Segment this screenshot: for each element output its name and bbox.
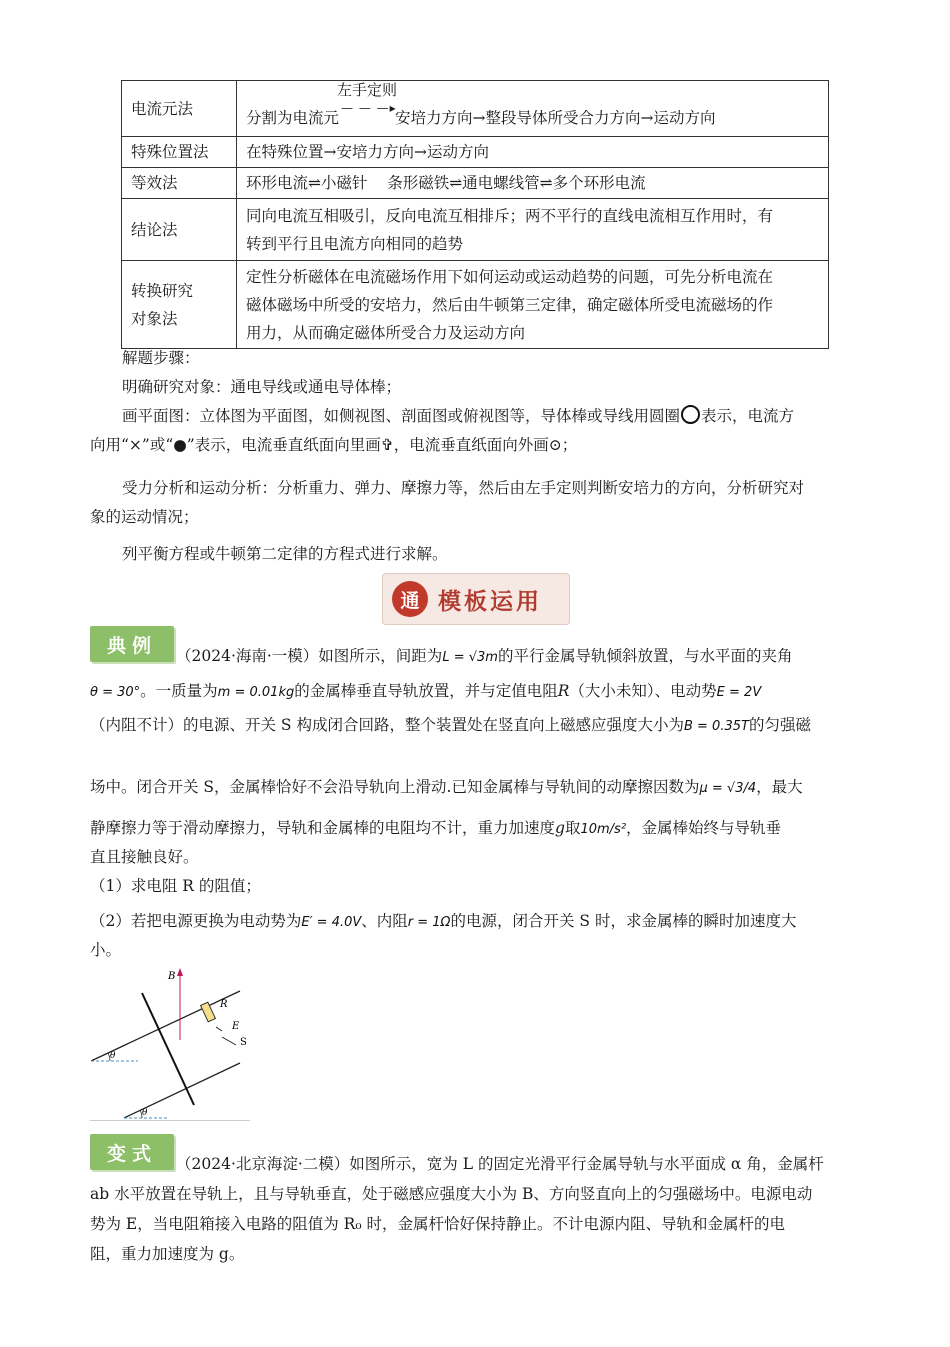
step-2-line2: 向用“×”或“●”表示，电流垂直纸面向里画✞，电流垂直纸面向外画⊙； <box>90 436 578 454</box>
content-line: 同向电流互相吸引，反向电流互相排斥；两不平行的直线电流相互作用时，有 <box>246 206 774 225</box>
step-4: 列平衡方程或牛顿第二定律的方程式进行求解。 <box>122 545 448 563</box>
step-3-line1: 受力分析和运动分析：分析重力、弹力、摩擦力等，然后由左手定则判断安培力的方向，分析研究对 <box>122 479 805 497</box>
label-S: S <box>240 1037 247 1048</box>
example-line-6: 直且接触良好。 <box>90 848 199 866</box>
methods-table <box>121 80 829 349</box>
content-line: 定性分析磁体在电流磁场作用下如何运动或运动趋势的问题，可先分析电流在 <box>246 267 774 286</box>
step-1: 明确研究对象：通电导线或通电导体棒； <box>122 378 402 396</box>
method-name <box>122 261 237 349</box>
battery-plate <box>216 1027 222 1031</box>
formula-m: m = 0.01kg <box>217 685 295 700</box>
content-line: 磁体磁场中所受的安培力，然后由牛顿第三定律，确定磁体所受电流磁场的作 <box>246 295 774 314</box>
method-name: 结论法 <box>122 199 237 261</box>
rail-diagram <box>88 965 258 1123</box>
method-name: 电流元法 <box>122 81 237 137</box>
figure-divider <box>90 1120 250 1121</box>
banner-circle: 通 <box>392 581 428 617</box>
content-head: 分割为电流元 <box>246 108 340 127</box>
table-row <box>122 261 829 349</box>
table-row <box>122 168 829 199</box>
label-theta-lower: θ <box>142 1108 148 1118</box>
formula-theta: θ = 30° <box>90 685 141 700</box>
example-line-1: （2024·海南·一模）如图所示，间距为L = √3m的平行金属导轨倾斜放置，与水平面的夹角 <box>176 647 793 665</box>
table-row <box>122 137 829 168</box>
resistor <box>201 1002 216 1022</box>
label-R: R <box>220 999 228 1010</box>
variant-line-3: 势为 E，当电阻箱接入电路的阻值为 R₀ 时，金属杆恰好保持静止。不计电源内阻、导轨和金属杆的电 <box>90 1215 785 1233</box>
table-row <box>122 81 829 137</box>
question-1: （1）求电阻 R 的阻值； <box>90 877 261 895</box>
example-line-2: θ = 30°。一质量为m = 0.01kg的金属棒垂直导轨放置，并与定值电阻R（大小未知）、电动势E = 2V <box>90 682 762 700</box>
method-name: 特殊位置法 <box>122 137 237 168</box>
variant-line-2: ab 水平放置在导轨上，且与导轨垂直，处于磁感应强度大小为 B、方向竖直向上的匀强磁场中。电源电动 <box>90 1185 813 1203</box>
method-content <box>237 81 829 137</box>
formula-E-prime: E′ = 4.0V <box>301 915 362 930</box>
content-tail: 安培力方向→整段导体所受合力方向→运动方向 <box>395 108 716 127</box>
method-content: 在特殊位置→安培力方向→运动方向 <box>237 137 829 168</box>
name-line: 转换研究 <box>131 281 194 300</box>
step-2-line1: 画平面图：立体图为平面图，如侧视图、剖面图或俯视图等，导体棒或导线用圆圈 表示，电流方 <box>122 407 795 425</box>
formula-E: E = 2V <box>716 685 762 700</box>
label-theta-upper: θ <box>110 1051 116 1061</box>
variant-line-1: （2024·北京海淀·二模）如图所示，宽为 L 的固定光滑平行金属导轨与水平面成 α 角，金属杆 <box>176 1155 824 1173</box>
label-E: E <box>232 1021 240 1032</box>
metal-rod <box>142 993 194 1105</box>
label-B: B <box>168 971 176 982</box>
example-line-3: （内阻不计）的电源、开关 S 构成闭合回路，整个装置处在竖直向上磁感应强度大小为B = 0.35T的匀强磁 <box>90 716 811 734</box>
variant-badge: 变式 <box>90 1134 174 1170</box>
banner-title: 模板运用 <box>438 587 542 615</box>
circle-icon <box>681 405 700 424</box>
arrow-label: 左手定则 <box>337 81 398 99</box>
method-content: 环形电流⇌小磁针 条形磁铁⇌通电螺线管⇌多个环形电流 <box>237 168 829 199</box>
example-line-5: 静摩擦力等于滑动摩擦力，导轨和金属棒的电阻均不计，重力加速度g取10m/s²，金属棒始终与导轨垂 <box>90 819 782 837</box>
formula-g: 10m/s² <box>580 822 627 837</box>
steps-heading: 解题步骤： <box>122 349 200 367</box>
example-line-4: 场中。闭合开关 S，金属棒恰好不会沿导轨向上滑动.已知金属棒与导轨间的动摩擦因数为μ = √3/4，最大 <box>90 778 803 796</box>
arrow-icon: — — —▸ <box>341 101 397 115</box>
method-content <box>237 199 829 261</box>
table-row <box>122 199 829 261</box>
method-content <box>237 261 829 349</box>
current-out-of-page-icon: ⊙ <box>548 436 562 454</box>
content-line: 用力，从而确定磁体所受合力及运动方向 <box>246 323 526 342</box>
step-3-line2: 象的运动情况； <box>90 508 199 526</box>
b-arrow-icon <box>177 968 183 976</box>
method-name: 等效法 <box>122 168 237 199</box>
formula-mu: μ = √3/4 <box>699 781 757 796</box>
template-usage-banner <box>382 573 570 625</box>
formula-r: r = 1Ω <box>407 915 451 930</box>
switch <box>222 1037 236 1045</box>
variant-line-4: 阻，重力加速度为 g。 <box>90 1245 245 1263</box>
content-line: 转到平行且电流方向相同的趋势 <box>246 234 464 253</box>
question-2-line1: （2）若把电源更换为电动势为E′ = 4.0V、内阻r = 1Ω的电源，闭合开关 S 时，求金属棒的瞬时加速度大 <box>90 912 797 930</box>
example-badge: 典例 <box>90 626 174 662</box>
question-2-line2: 小。 <box>90 941 122 959</box>
current-into-page-icon: ✞ <box>380 436 394 454</box>
name-line: 对象法 <box>131 309 178 328</box>
formula-B: B = 0.35T <box>683 719 749 734</box>
formula-L: L = √3m <box>442 650 498 665</box>
